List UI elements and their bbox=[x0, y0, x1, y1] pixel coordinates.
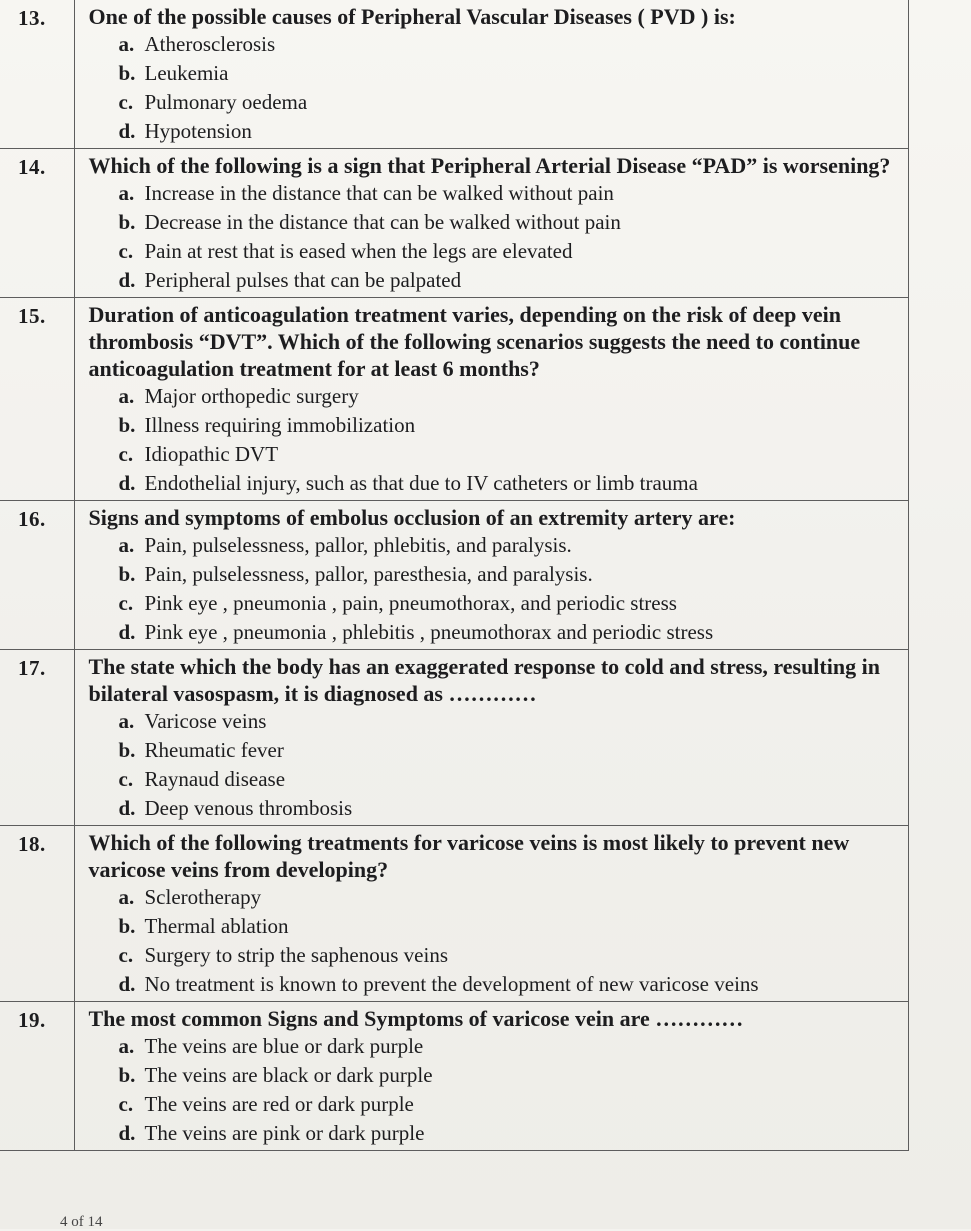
option-letter: b. bbox=[118, 738, 136, 762]
answer-option bbox=[119, 589, 908, 618]
question-row bbox=[0, 1002, 908, 1151]
question-number: 14. bbox=[0, 149, 74, 298]
question-row bbox=[0, 298, 908, 501]
option-text: Rheumatic fever bbox=[144, 738, 284, 762]
option-text: The veins are black or dark purple bbox=[144, 1063, 433, 1087]
answer-option bbox=[119, 707, 908, 736]
option-letter: d. bbox=[118, 796, 136, 820]
answer-option bbox=[119, 1032, 908, 1061]
question-stem: Which of the following is a sign that Peripheral Arterial Disease “PAD” is worsening? bbox=[88, 153, 891, 178]
question-stem: Duration of anticoagulation treatment varies, depending on the risk of deep vein thrombosis “DVT”. Which of the following scenarios suggests the need to continue anticoagulation treatment for at least 6 months? bbox=[88, 302, 861, 381]
option-text: Surgery to strip the saphenous veins bbox=[144, 943, 448, 967]
answer-option bbox=[119, 1119, 908, 1148]
option-text: No treatment is known to prevent the development of new varicose veins bbox=[144, 972, 759, 996]
option-letter: a. bbox=[118, 533, 135, 557]
option-text: Varicose veins bbox=[144, 709, 267, 733]
answer-option bbox=[119, 179, 908, 208]
answer-option bbox=[119, 970, 908, 999]
question-number: 18. bbox=[0, 826, 74, 1002]
answer-option bbox=[119, 117, 908, 146]
option-text: Sclerotherapy bbox=[144, 885, 262, 909]
option-letter: d. bbox=[118, 268, 136, 292]
answer-option bbox=[119, 531, 908, 560]
question-body bbox=[74, 501, 908, 650]
option-letter: c. bbox=[118, 442, 134, 466]
question-row bbox=[0, 501, 908, 650]
option-letter: a. bbox=[118, 384, 135, 408]
answer-option bbox=[119, 30, 908, 59]
option-text: Endothelial injury, such as that due to IV catheters or limb trauma bbox=[144, 471, 698, 495]
option-list bbox=[89, 179, 908, 297]
option-text: The veins are red or dark purple bbox=[144, 1092, 414, 1116]
option-text: Decrease in the distance that can be walked without pain bbox=[144, 210, 621, 234]
answer-option bbox=[119, 560, 908, 589]
option-letter: a. bbox=[118, 32, 135, 56]
option-text: The veins are blue or dark purple bbox=[144, 1034, 424, 1058]
question-body bbox=[74, 650, 908, 826]
option-letter: d. bbox=[118, 471, 136, 495]
question-stem: Which of the following treatments for varicose veins is most likely to prevent new varicose veins from developing? bbox=[88, 830, 850, 882]
option-text: Illness requiring immobilization bbox=[144, 413, 416, 437]
option-letter: b. bbox=[118, 413, 136, 437]
question-stem: Signs and symptoms of embolus occlusion of an extremity artery are: bbox=[88, 505, 736, 530]
question-row bbox=[0, 650, 908, 826]
option-text: Idiopathic DVT bbox=[144, 442, 279, 466]
option-text: Pain, pulselessness, pallor, phlebitis, and paralysis. bbox=[144, 533, 572, 557]
option-text: Pulmonary oedema bbox=[144, 90, 308, 114]
question-stem: One of the possible causes of Peripheral Vascular Diseases ( PVD ) is: bbox=[88, 4, 736, 29]
option-letter: a. bbox=[118, 181, 135, 205]
option-letter: d. bbox=[118, 620, 136, 644]
question-body bbox=[74, 1002, 908, 1151]
option-list bbox=[89, 30, 908, 148]
answer-option bbox=[119, 912, 908, 941]
option-text: Pain, pulselessness, pallor, paresthesia, and paralysis. bbox=[144, 562, 593, 586]
answer-option bbox=[119, 88, 908, 117]
option-letter: c. bbox=[118, 767, 134, 791]
option-text: Peripheral pulses that can be palpated bbox=[144, 268, 462, 292]
option-letter: c. bbox=[118, 239, 134, 263]
option-text: Raynaud disease bbox=[144, 767, 286, 791]
option-text: Major orthopedic surgery bbox=[144, 384, 359, 408]
question-body bbox=[74, 0, 908, 149]
option-text: Leukemia bbox=[144, 61, 229, 85]
option-letter: b. bbox=[118, 61, 136, 85]
question-row bbox=[0, 0, 908, 149]
answer-option bbox=[119, 1061, 908, 1090]
option-text: Hypotension bbox=[144, 119, 252, 143]
answer-option bbox=[119, 382, 908, 411]
question-number: 15. bbox=[0, 298, 74, 501]
question-stem: The state which the body has an exaggerated response to cold and stress, resulting in bilateral vasospasm, it is diagnosed as ………… bbox=[88, 654, 880, 706]
option-letter: a. bbox=[118, 709, 135, 733]
option-letter: c. bbox=[118, 591, 134, 615]
option-letter: c. bbox=[118, 90, 134, 114]
answer-option bbox=[119, 440, 908, 469]
answer-option bbox=[119, 469, 908, 498]
option-letter: b. bbox=[118, 562, 136, 586]
option-letter: d. bbox=[118, 972, 136, 996]
option-list bbox=[89, 531, 908, 649]
option-text: Thermal ablation bbox=[144, 914, 289, 938]
option-letter: c. bbox=[118, 1092, 134, 1116]
option-letter: b. bbox=[118, 914, 136, 938]
option-list bbox=[89, 1032, 908, 1150]
question-number: 19. bbox=[0, 1002, 74, 1151]
option-list bbox=[89, 382, 908, 500]
option-text: Pink eye , pneumonia , pain, pneumothorax, and periodic stress bbox=[144, 591, 677, 615]
option-text: The veins are pink or dark purple bbox=[144, 1121, 425, 1145]
option-letter: d. bbox=[118, 1121, 136, 1145]
option-letter: d. bbox=[118, 119, 136, 143]
answer-option bbox=[119, 941, 908, 970]
page-number: 4 of 14 bbox=[60, 1214, 103, 1230]
answer-option bbox=[119, 794, 908, 823]
question-body bbox=[74, 149, 908, 298]
answer-option bbox=[119, 208, 908, 237]
question-number: 13. bbox=[0, 0, 74, 149]
answer-option bbox=[119, 765, 908, 794]
answer-option bbox=[119, 618, 908, 647]
answer-option bbox=[119, 237, 908, 266]
question-body bbox=[74, 826, 908, 1002]
option-letter: b. bbox=[118, 210, 136, 234]
option-letter: a. bbox=[118, 1034, 135, 1058]
option-list bbox=[89, 883, 908, 1001]
answer-option bbox=[119, 736, 908, 765]
option-letter: b. bbox=[118, 1063, 136, 1087]
answer-option bbox=[119, 883, 908, 912]
question-number: 17. bbox=[0, 650, 74, 826]
option-letter: c. bbox=[118, 943, 134, 967]
option-list bbox=[89, 707, 908, 825]
question-stem: The most common Signs and Symptoms of varicose vein are ………… bbox=[88, 1006, 744, 1031]
answer-option bbox=[119, 266, 908, 295]
question-number: 16. bbox=[0, 501, 74, 650]
option-text: Atherosclerosis bbox=[144, 32, 276, 56]
option-text: Deep venous thrombosis bbox=[144, 796, 353, 820]
answer-option bbox=[119, 59, 908, 88]
option-letter: a. bbox=[118, 885, 135, 909]
answer-option bbox=[119, 411, 908, 440]
option-text: Pink eye , pneumonia , phlebitis , pneumothorax and periodic stress bbox=[144, 620, 714, 644]
option-text: Pain at rest that is eased when the legs are elevated bbox=[144, 239, 573, 263]
answer-option bbox=[119, 1090, 908, 1119]
option-text: Increase in the distance that can be walked without pain bbox=[144, 181, 614, 205]
question-row bbox=[0, 826, 908, 1002]
question-row bbox=[0, 149, 908, 298]
question-body bbox=[74, 298, 908, 501]
